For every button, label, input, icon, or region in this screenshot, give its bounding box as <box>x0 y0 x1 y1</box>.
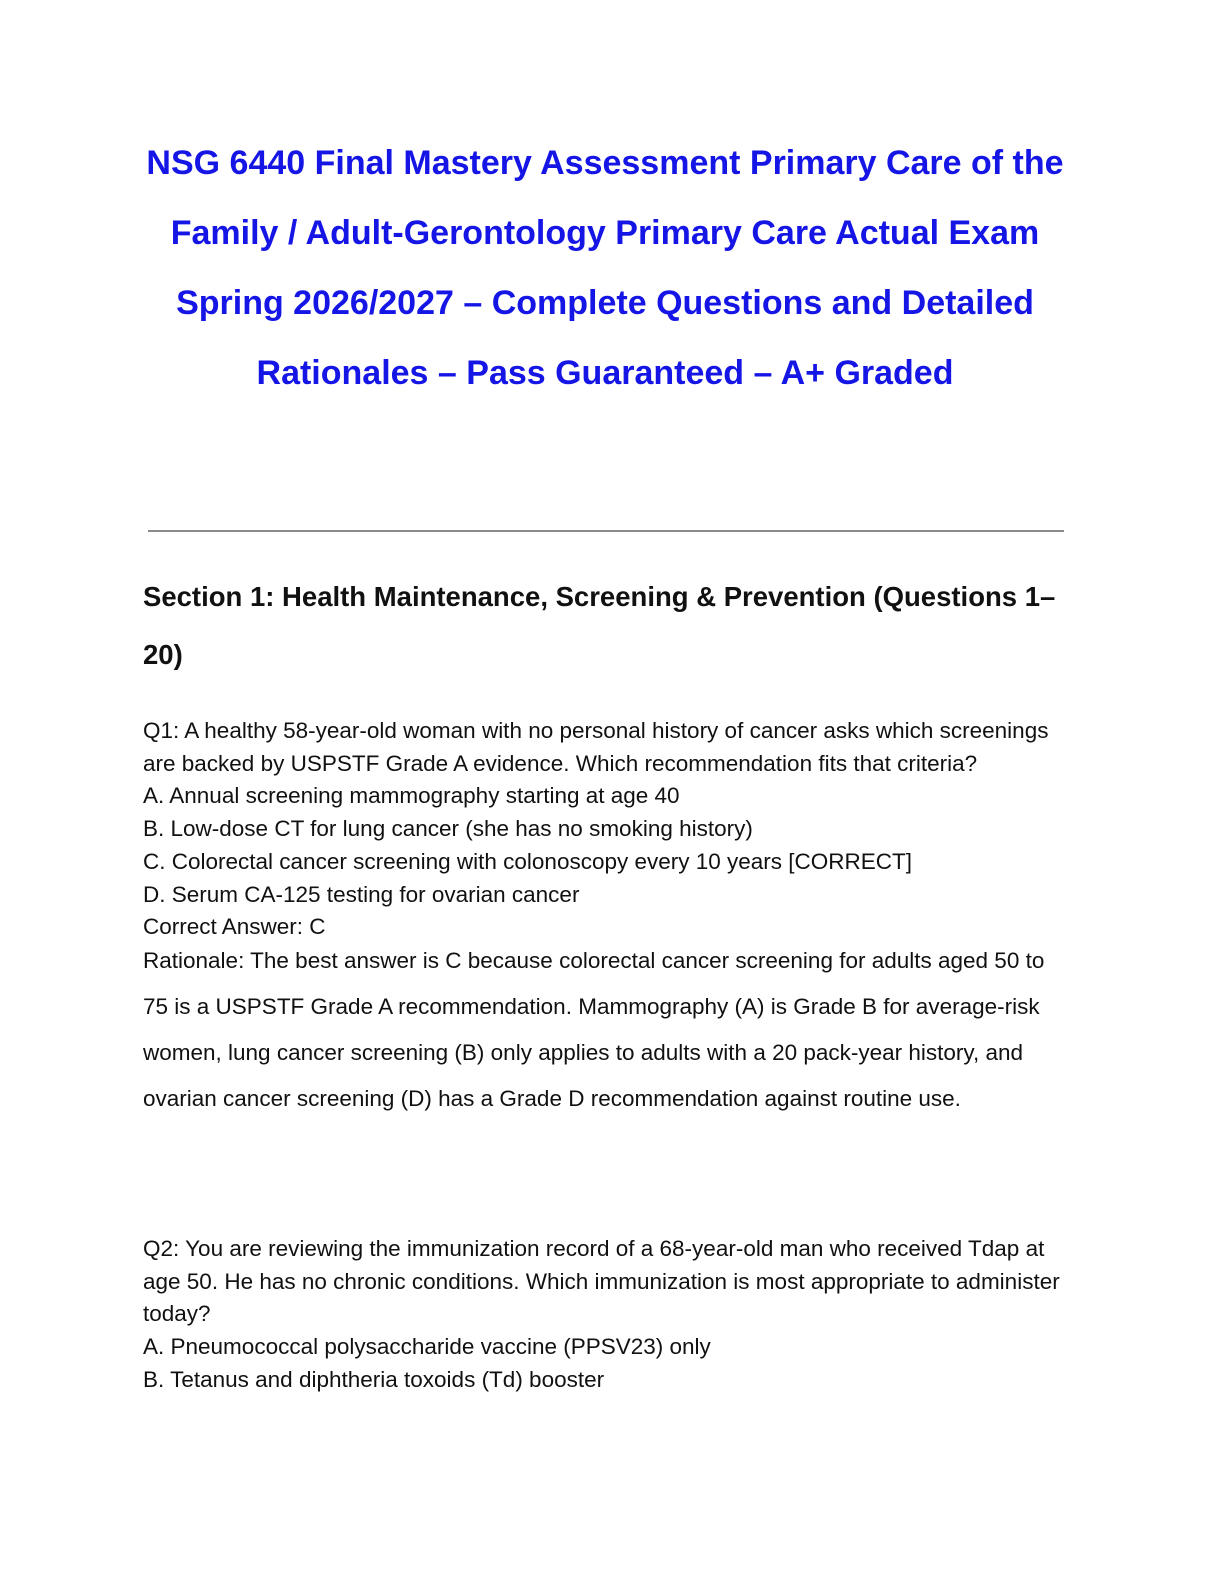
horizontal-divider <box>148 530 1064 532</box>
answer-option-b: B. Tetanus and diphtheria toxoids (Td) booster <box>143 1366 605 1392</box>
answer-option-a: A. Annual screening mammography starting at age 40 <box>143 783 680 809</box>
document-title: NSG 6440 Final Mastery Assessment Primary Care of the Family / Adult-Gerontology Primary Care Actual Exam Spring 2026/2027 – Complete Questions and Detailed Rationales – Pass Guaranteed – A+ Graded <box>146 144 1064 392</box>
question-stem: Q2: You are reviewing the immunization record of a 68-year-old man who received Tdap at age 50. He has no chronic conditions. Which immunization is most appropriate to administer today? <box>143 1236 1060 1327</box>
section-heading: Section 1: Health Maintenance, Screening & Prevention (Questions 1–20) <box>143 581 1056 670</box>
question-block-q2 <box>143 1233 1067 1397</box>
question-block-q1 <box>143 715 1067 1122</box>
question-stem: Q1: A healthy 58-year-old woman with no personal history of cancer asks which screenings are backed by USPSTF Grade A evidence. Which recommendation fits that criteria? <box>143 718 1049 776</box>
correct-answer: Correct Answer: C <box>143 914 326 940</box>
answer-option-a: A. Pneumococcal polysaccharide vaccine (PPSV23) only <box>143 1334 711 1360</box>
answer-option-d: D. Serum CA-125 testing for ovarian cancer <box>143 881 580 907</box>
rationale-text: Rationale: The best answer is C because colorectal cancer screening for adults aged 50 to 75 is a USPSTF Grade A recommendation. Mammography (A) is Grade B for average-risk women, lung cancer screening (B) only applies to adults with a 20 pack-year history, and ovarian cancer screening (D) has a Grade D recommendation against routine use. <box>143 947 1045 1111</box>
answer-option-b: B. Low-dose CT for lung cancer (she has no smoking history) <box>143 816 753 842</box>
answer-option-c: C. Colorectal cancer screening with colonoscopy every 10 years [CORRECT] <box>143 848 913 874</box>
